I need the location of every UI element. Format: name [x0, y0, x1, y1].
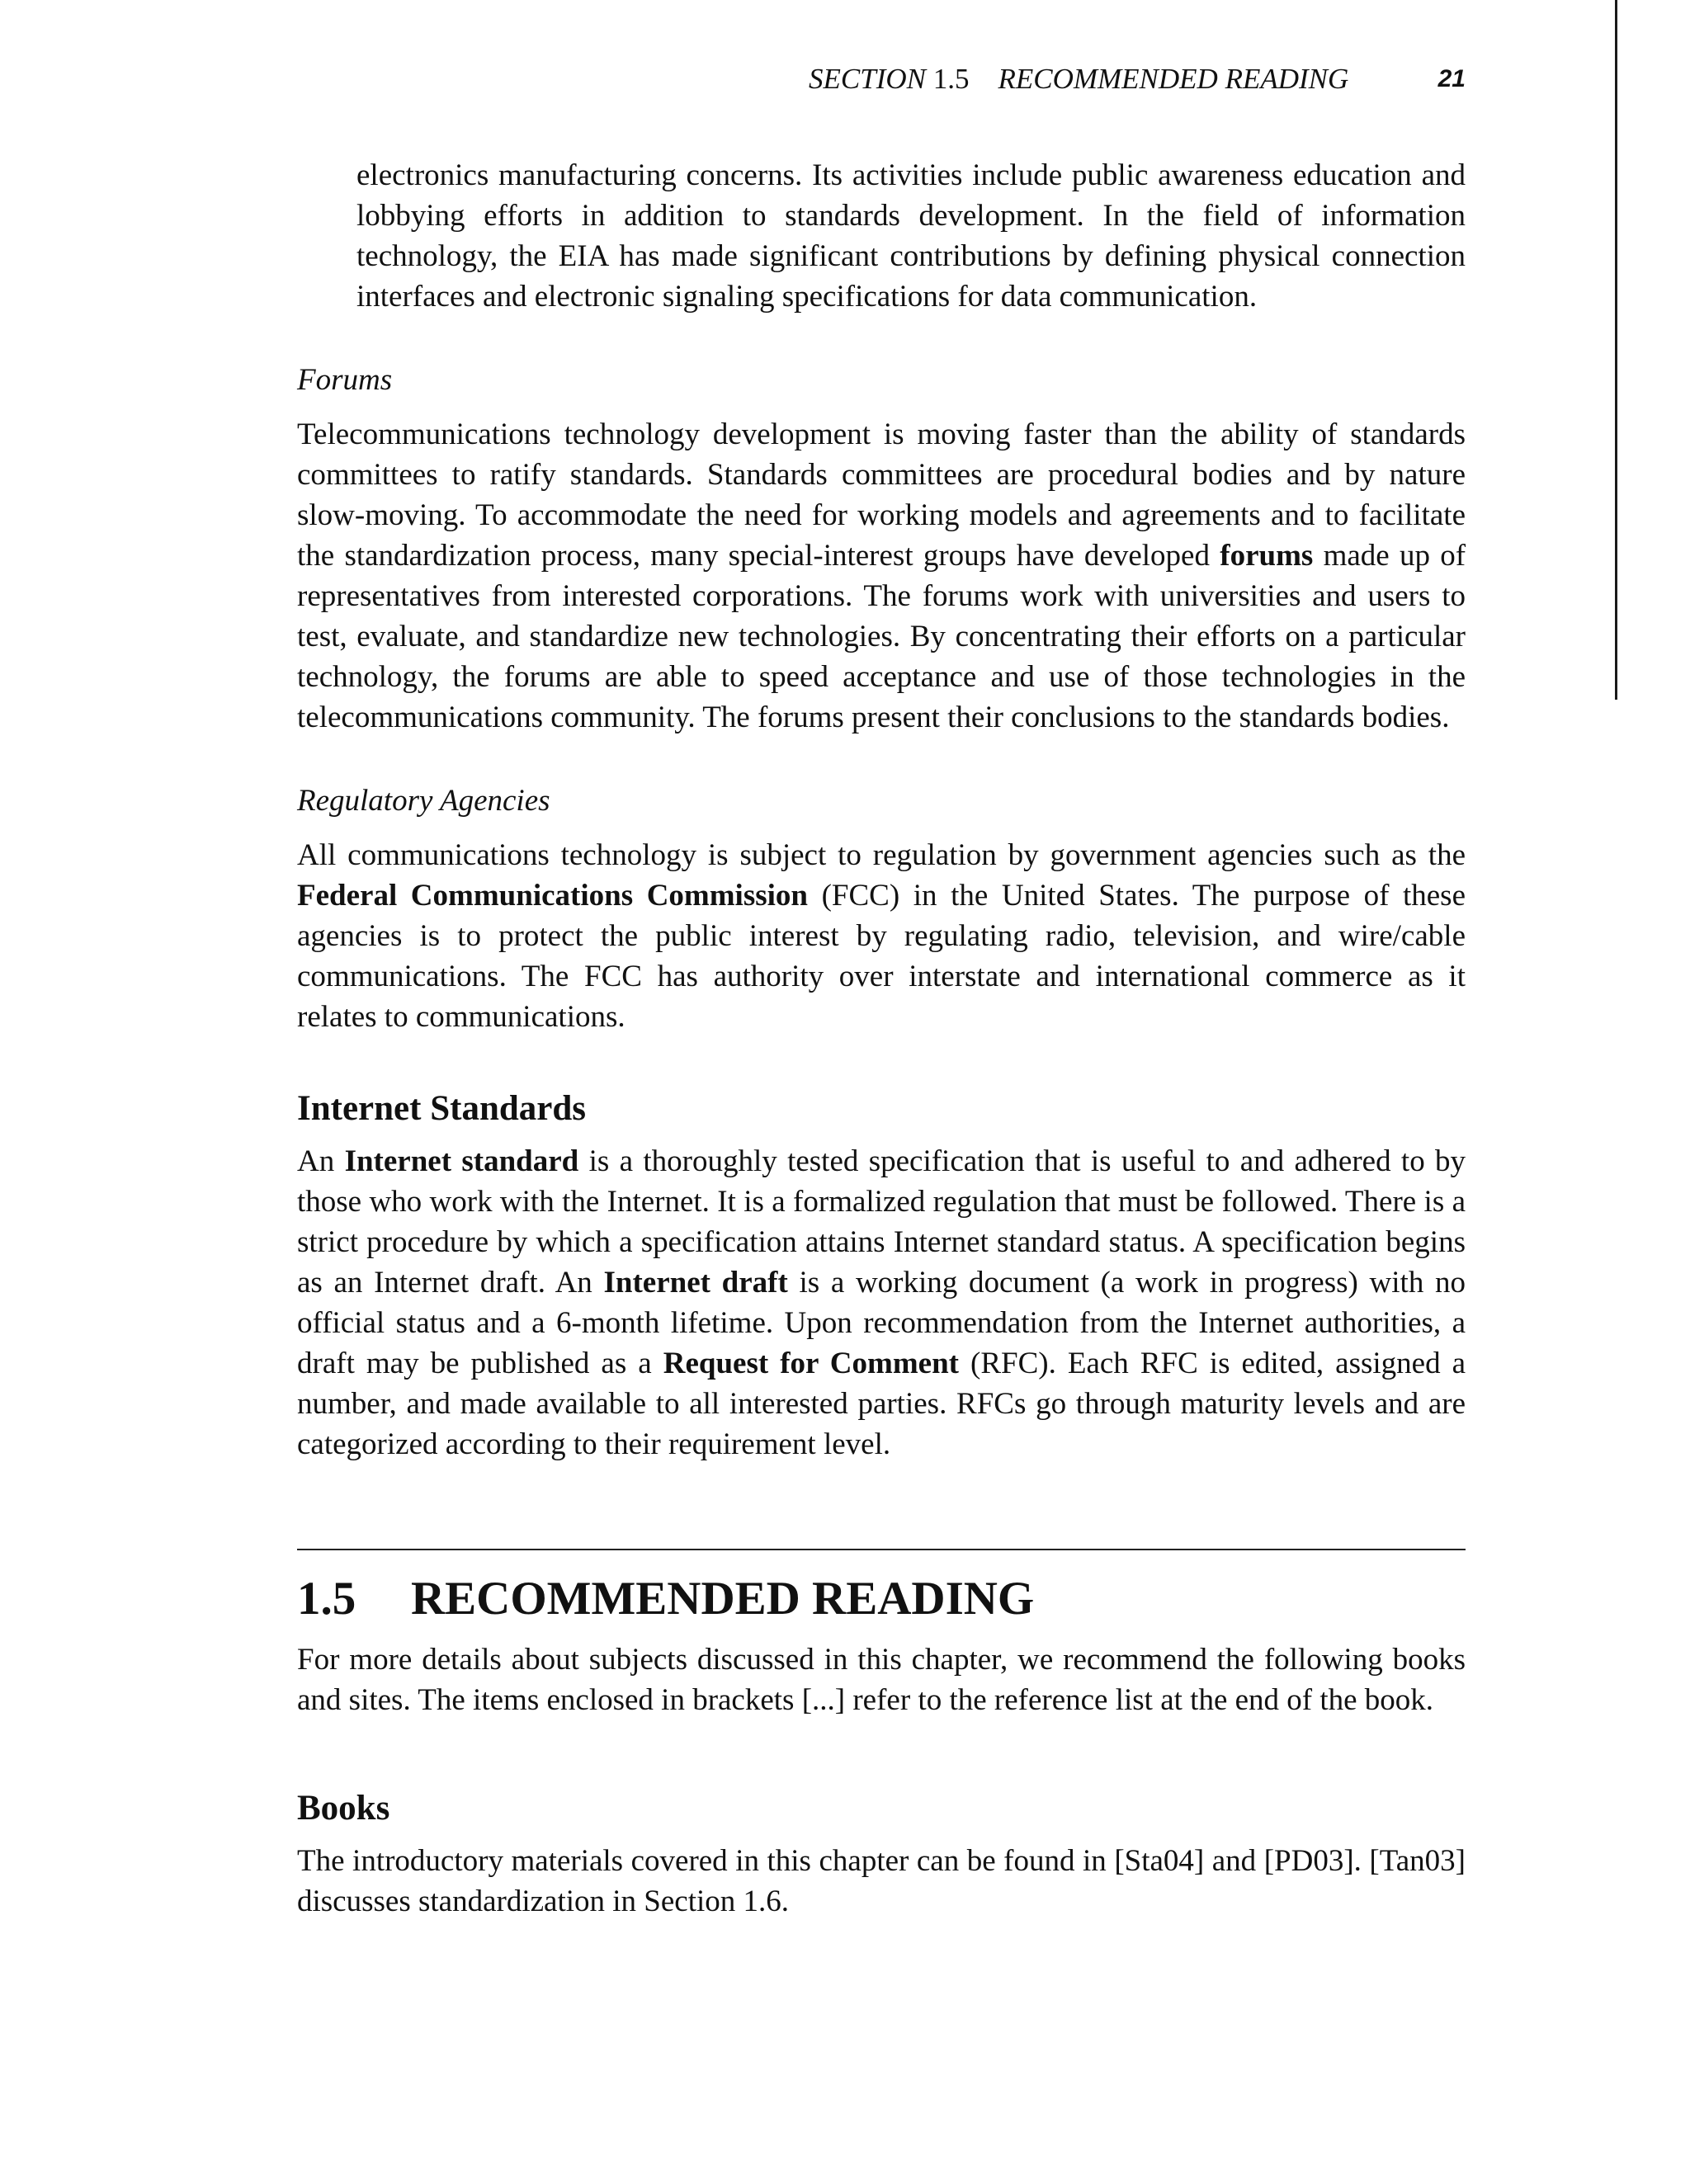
forums-heading: Forums	[297, 363, 393, 397]
running-head-section-word: SECTION	[809, 63, 926, 95]
rfc-term: Request for Comment	[663, 1347, 959, 1380]
regulatory-text-before: All communications technology is subject to regulation by government agencies such as the	[297, 838, 1466, 872]
eia-continuation-paragraph: electronics manufacturing concerns. Its activities include public awareness education and lobbying efforts in addition to standards development. In the field of information technology, the EIA has made significant contributions by defining physical connection interfaces and electronic signaling specifications for data communication.	[356, 158, 1466, 314]
books-heading: Books	[297, 1789, 390, 1828]
section-number: 1.5	[297, 1573, 356, 1625]
forums-paragraph	[297, 414, 1466, 738]
is-text-2: is a thoroughly tested specification that is useful to and adhered to by those who work with the Internet. It is a formalized regulation that must be followed. There is a strict procedure by which a specification attains Internet standard status. A specification begins as an Internet draft. An	[297, 1144, 1466, 1300]
running-head-section-title: RECOMMENDED READING	[998, 63, 1349, 95]
page-number: 21	[1437, 65, 1466, 92]
regulatory-text-after: (FCC) in the United States. The purpose of these agencies is to protect the public interest by regulating radio, television, and wire/cable communications. The FCC has authority over interstate and international commerce as it relates to communications.	[297, 879, 1466, 1034]
is-text-3: is a working document (a work in progress) with no official status and a 6-month lifetime. Upon recommendation from the Internet authorities, a draft may be published as a	[297, 1266, 1466, 1380]
internet-standards-paragraph	[297, 1141, 1466, 1465]
section-title-text: RECOMMENDED READING	[411, 1573, 1035, 1625]
page-content	[297, 155, 1466, 1922]
forums-text-before: Telecommunications technology development is moving faster than the ability of standards committees to ratify standards. Standards committees are procedural bodies and by nature slow-moving. To accommodate the need for working models and agreements and to facilitate the standardization process, many special-interest groups have developed	[297, 417, 1466, 573]
internet-standards-heading: Internet Standards	[297, 1089, 587, 1128]
fcc-term: Federal Communications Commission	[297, 879, 808, 913]
is-text-1: An	[297, 1144, 335, 1178]
is-text-4: (RFC). Each RFC is edited, assigned a number, and made available to all interested parties. RFCs go through maturity levels and are categorized according to their requirement level.	[297, 1347, 1466, 1461]
section-title	[297, 1570, 1466, 1628]
forums-text-after: made up of representatives from interested corporations. The forums work with universities and users to test, evaluate, and standardize new technologies. By concentrating their efforts on a particular technology, the forums are able to speed acceptance and use of those technologies in the telecommunications community. The forums present their conclusions to the standards bodies.	[297, 539, 1466, 734]
section-divider	[297, 1549, 1466, 1550]
forums-term: forums	[1220, 539, 1314, 573]
running-head-section	[809, 59, 1348, 99]
page-edge-rule	[1615, 0, 1617, 700]
running-head	[297, 59, 1466, 99]
recommended-reading-paragraph: For more details about subjects discussed in this chapter, we recommend the following books and sites. The items enclosed in brackets [...] refer to the reference list at the end of the book.	[297, 1643, 1466, 1717]
regulatory-agencies-heading: Regulatory Agencies	[297, 784, 550, 818]
internet-draft-term: Internet draft	[603, 1266, 788, 1300]
running-head-section-number: 1.5	[932, 63, 970, 95]
internet-standard-term: Internet standard	[344, 1144, 579, 1178]
regulatory-paragraph	[297, 835, 1466, 1037]
books-paragraph: The introductory materials covered in this chapter can be found in [Sta04] and [PD03]. [Tan03] discusses standardization in Section 1.6.	[297, 1844, 1466, 1918]
